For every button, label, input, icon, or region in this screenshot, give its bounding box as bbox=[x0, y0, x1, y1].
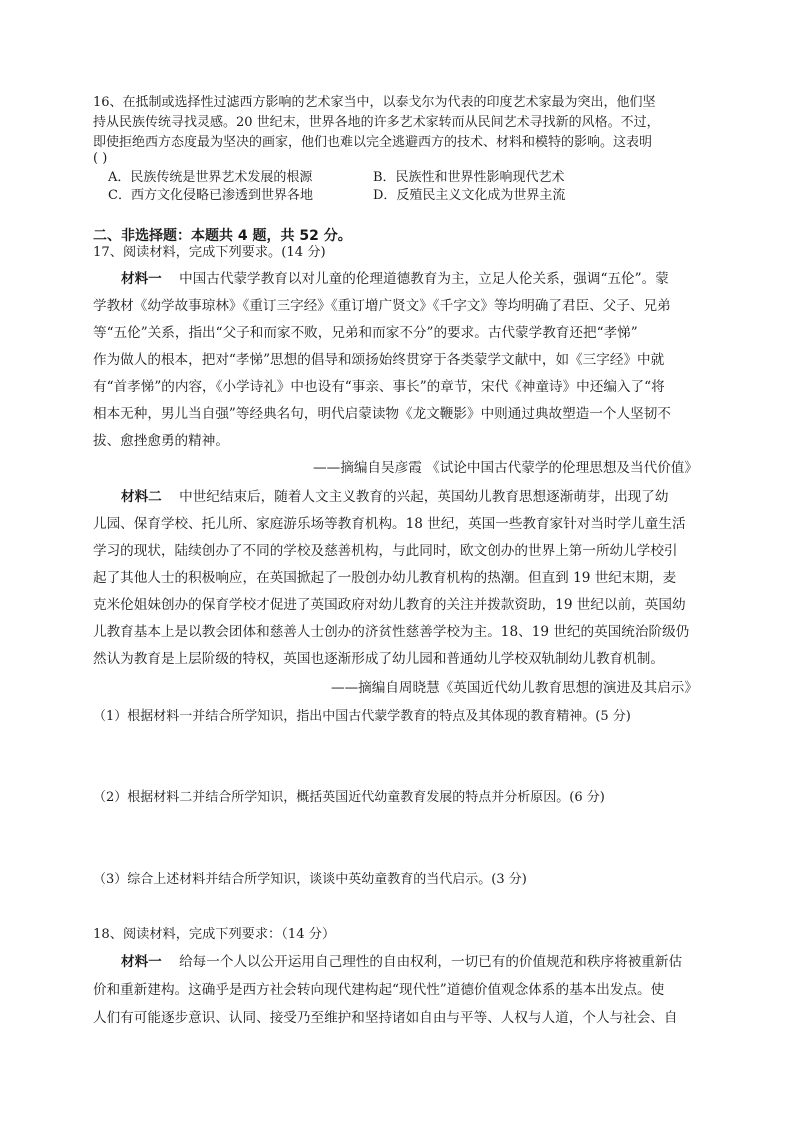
q17-intro: 17、阅读材料，完成下列要求。(14 分) bbox=[93, 245, 326, 260]
q17-subquestion-3: （3）综合上述材料并结合所学知识，谈谈中英幼童教育的当代启示。(3 分) bbox=[93, 872, 527, 887]
q17-material2-gap bbox=[162, 489, 179, 505]
q18-material1-label: 材料一 bbox=[121, 954, 162, 970]
q17-material1-line-7: 拔、愈挫愈勇的精神。 bbox=[93, 433, 229, 449]
q17-material1-line-3: 等“五伦”关系，指出“父子和而家不败，兄弟和而家不分”的要求。古代蒙学教育还把“孝悌” bbox=[93, 325, 638, 341]
q16-answer-bracket: ( ) bbox=[93, 151, 108, 166]
q18-material1-line-1 bbox=[121, 949, 682, 976]
q17-material1-text-1: 中国古代蒙学教育以对儿童的伦理道德教育为主，立足人伦关系，强调“五伦”。蒙 bbox=[179, 271, 669, 287]
q17-material2-line-3: 学习的现状，陆续创办了不同的学校及慈善机构，与此同时，欧文创办的世界上第一所幼儿学校引 bbox=[93, 543, 678, 559]
q18-material1-gap bbox=[162, 954, 179, 970]
section-heading: 二、非选择题：本题共 4 题，共 52 分。 bbox=[93, 228, 352, 244]
q18-material1-line-3: 人们有可能逐步意识、认同、接受乃至维护和坚持诸如自由与平等、人权与人道，个人与社会、自 bbox=[93, 1010, 678, 1026]
q17-material1-line-6: 相本无种，男儿当自强”等经典名句，明代启蒙读物《龙文鞭影》中则通过典故塑造一个人坚韧不 bbox=[93, 406, 671, 422]
q16-option-a: A．民族传统是世界艺术发展的根源 bbox=[108, 170, 313, 185]
q17-subquestion-2: （2）根据材料二并结合所学知识，概括英国近代幼童教育发展的特点并分析原因。(6 分) bbox=[93, 790, 605, 805]
q17-material2-source: ——摘编自周晓慧《英国近代幼儿教育思想的演进及其启示》 bbox=[330, 680, 698, 696]
q17-material1-line-5: 有“首孝悌”的内容，《小学诗礼》中也设有“事亲、事长”的章节，宋代《神童诗》中还编入了“将 bbox=[93, 379, 665, 395]
q17-material2-label: 材料二 bbox=[121, 489, 162, 505]
q17-material1-line-4: 作为做人的根本，把对“孝悌”思想的倡导和颂扬始终贯穿于各类蒙学文献中，如《三字经》中就 bbox=[93, 352, 665, 368]
q17-material2-line-7: 然认为教育是上层阶级的特权，英国也逐渐形成了幼儿园和普通幼儿学校双轨制幼儿教育机制。 bbox=[93, 651, 664, 667]
q17-material2-text-1: 中世纪结束后，随着人文主义教育的兴起，英国幼儿教育思想逐渐萌芽，出现了幼 bbox=[179, 489, 669, 505]
q17-subquestion-1: （1）根据材料一并结合所学知识，指出中国古代蒙学教育的特点及其体现的教育精神。(5 分) bbox=[93, 709, 631, 724]
q16-line-1: 16、在抵制或选择性过滤西方影响的艺术家当中，以泰戈尔为代表的印度艺术家最为突出，他们坚 bbox=[93, 95, 656, 110]
q16-option-d: D．反殖民主义文化成为世界主流 bbox=[373, 188, 566, 203]
q16-line-3: 即使拒绝西方态度最为坚决的画家，他们也难以完全逃避西方的技术、材料和模特的影响。这表明 bbox=[93, 135, 653, 150]
q16-option-c: C．西方文化侵略已渗透到世界各地 bbox=[108, 188, 313, 203]
q17-material1-line-1 bbox=[121, 266, 669, 293]
q16-option-b: B．民族性和世界性影响现代艺术 bbox=[373, 170, 565, 185]
q18-material1-text-1: 给每一个人以公开运用自己理性的自由权利，一切已有的价值规范和秩序将被重新估 bbox=[179, 954, 683, 970]
q17-material2-line-6: 儿教育基本上是以教会团体和慈善人士创办的济贫性慈善学校为主。18、19 世纪的英国统治阶级仍 bbox=[93, 624, 690, 640]
q16-line-2: 持从民族传统寻找灵感。20 世纪末，世界各地的许多艺术家转而从民间艺术寻找新的风格。不过， bbox=[93, 115, 660, 130]
q17-material2-line-5: 克米伦姐妹创办的保育学校才促进了英国政府对幼儿教育的关注并拨款资助，19 世纪以前，英国幼 bbox=[93, 597, 686, 613]
q17-material1-line-2: 学教材《幼学故事琼林》《重订三字经》《重订增广贤文》《千字文》等均明确了君臣、父子、兄弟 bbox=[93, 298, 671, 314]
q18-intro: 18、阅读材料，完成下列要求：（14 分） bbox=[93, 927, 336, 942]
q17-material1-label: 材料一 bbox=[121, 271, 162, 287]
q17-material1-gap bbox=[162, 271, 179, 287]
q17-material2-line-1 bbox=[121, 484, 668, 511]
q17-material1-source: ——摘编自吴彦霞 《试论中国古代蒙学的伦理思想及当代价值》 bbox=[313, 460, 698, 476]
q17-material2-line-2: 儿园、保育学校、托儿所、家庭游乐场等教育机构。18 世纪，英国一些教育家针对当时学儿童生活 bbox=[93, 516, 686, 532]
q17-material2-line-4: 起了其他人士的积极响应，在英国掀起了一股创办幼儿教育机构的热潮。但直到 19 世纪末期，麦 bbox=[93, 570, 677, 586]
q18-material1-line-2: 价和重新建构。这确乎是西方社会转向现代建构起“现代性”道德价值观念体系的基本出发点。使 bbox=[93, 982, 665, 998]
